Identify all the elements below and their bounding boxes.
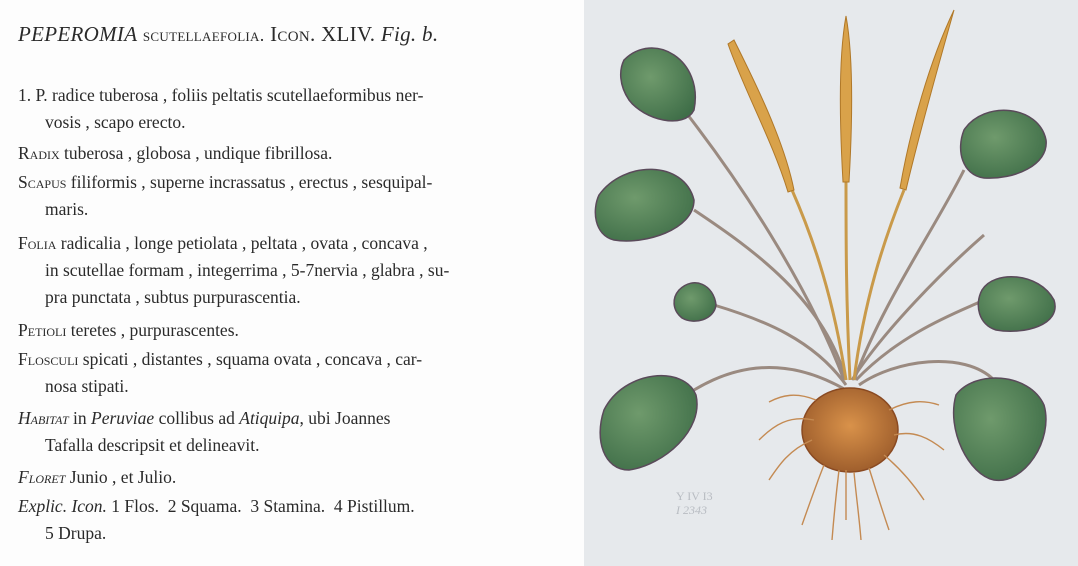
entry-key: Petioli (18, 320, 67, 340)
entry-text: radice tuberosa , foliis peltatis scutellaeformibus ner- (52, 85, 424, 105)
flosculi-entry (18, 346, 423, 396)
stamp-line: I 2343 (676, 503, 707, 517)
entry-text: maris. (45, 199, 89, 219)
entry-text: nosa stipati. (45, 376, 129, 396)
petioli-entry (18, 317, 239, 344)
entry-text: filiformis , superne incrassatus , erectus , sesquipal- (70, 172, 433, 192)
entry-key: Scapus (18, 172, 67, 192)
leaf (674, 283, 716, 321)
leaf (621, 48, 696, 121)
peperomia-illustration (584, 0, 1078, 566)
diagnosis-entry (18, 82, 424, 132)
entry-text: pra punctata , subtus purpurascentia. (45, 287, 301, 307)
entry-text: in scutellae formam , integerrima , 5-7nervia , glabra , su- (45, 260, 450, 280)
flower-spike (900, 10, 954, 190)
entry-text: 1 Flos. 2 Squama. 3 Stamina. 4 Pistillum. (111, 496, 415, 516)
entry-key: Folia (18, 233, 57, 253)
entry-text: tuberosa , globosa , undique fibrillosa. (64, 143, 333, 163)
flower-spikes (728, 10, 954, 192)
tuber (802, 388, 898, 472)
place-name: Atiquipa (239, 408, 300, 428)
entry-key: Flosculi (18, 349, 79, 369)
species-heading (18, 22, 438, 47)
entry-text: vosis , scapo erecto. (45, 112, 186, 132)
flower-spike (840, 16, 851, 182)
entry-key: 1. P. (18, 85, 48, 105)
entry-key: Floret (18, 467, 66, 487)
entry-text: in (73, 408, 87, 428)
entry-text: Tafalla descripsit et delineavit. (45, 435, 260, 455)
botanical-plate (584, 0, 1078, 566)
leaf (954, 378, 1046, 480)
scapus-entry (18, 169, 433, 219)
entry-text: 5 Drupa. (45, 523, 107, 543)
genus-name: PEPEROMIA (18, 22, 138, 46)
flower-spike (728, 40, 794, 192)
floret-entry (18, 464, 176, 491)
leaf (978, 277, 1055, 332)
species-epithet: scutellaefolia. (142, 25, 265, 45)
scapes (792, 180, 904, 380)
place-name: Peruviae (91, 408, 155, 428)
entry-text: , ubi Joannes (299, 408, 391, 428)
leaf (961, 110, 1047, 178)
entry-text: Junio , et Julio. (69, 467, 177, 487)
figure-reference: Fig. b. (380, 22, 439, 46)
petioles (684, 110, 994, 390)
entry-text: teretes , purpurascentes. (70, 320, 239, 340)
entry-key: Radix (18, 143, 60, 163)
leaf (600, 376, 697, 470)
entry-key: Explic. Icon. (18, 496, 107, 516)
icon-reference: Icon. XLIV. (270, 22, 376, 46)
entry-key: Habitat (18, 408, 69, 428)
habitat-entry (18, 405, 391, 455)
stamp-line: Y IV I3 (676, 489, 713, 503)
entry-text: collibus ad (158, 408, 235, 428)
folia-entry (18, 230, 450, 307)
entry-text: spicati , distantes , squama ovata , concava , car- (82, 349, 423, 369)
entry-text: radicalia , longe petiolata , peltata , ovata , concava , (60, 233, 428, 253)
collection-stamp (675, 489, 713, 517)
radix-entry (18, 140, 332, 167)
explanation-entry (18, 493, 415, 543)
leaf (595, 169, 694, 241)
